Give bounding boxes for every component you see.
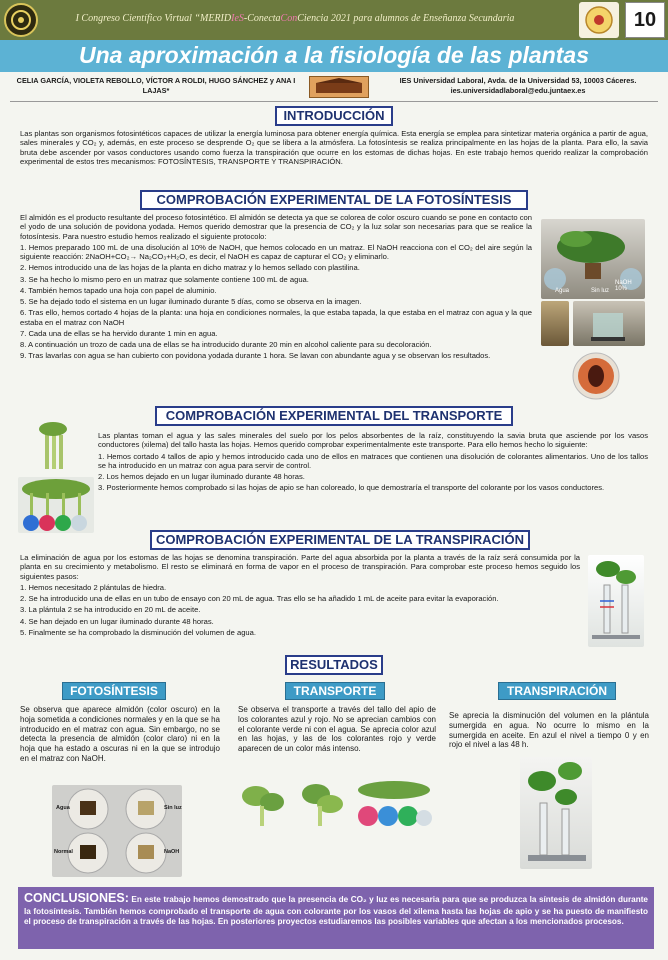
result-photosynthesis-heading: FOTOSÍNTESIS xyxy=(62,682,166,700)
institution xyxy=(374,76,662,96)
boiling-photo xyxy=(573,301,645,346)
photo-step: 1. Hemos preparado 100 mL de una disolución al 10% de NaOH, que hemos colocado en un matraz. El NaOH reacciona con el CO₂ del aire según la siguiente reacción: 2NaOH+CO₂→ Na₂CO₃+H₂O, es decir, el NaOH es capaz de capturar el CO₂ y eliminarlo. xyxy=(20,242,532,261)
results-heading: RESULTADOS xyxy=(285,655,383,675)
result-transport-text: Se observa el transporte a través del tallo del apio de los colorantes azul y rojo. No se aprecian cambios con el colorante verde ni con el agua. Se aprecia color azul en las hojas, y las de los colorantes rojo y verde aparecen de un color más intenso. xyxy=(238,705,436,753)
transport-step: 3. Posteriormente hemos comprobado si las hojas de apio se han coloreado, lo que demostraría el transporte del colorante por los vasos conductores. xyxy=(98,483,605,493)
result-transpiration-heading: TRANSPIRACIÓN xyxy=(498,682,616,700)
conclusions-content xyxy=(18,887,654,931)
celery-result-photo-2 xyxy=(296,780,348,828)
result-photosynthesis-text: Se observa que aparece almidón (color oscuro) en la hoja sometida a condiciones normales y en la que se ha introducido en el matraz con agua. Sin embargo, no se detecta la presencia de almidón (color claro) ni en la hoja que ha estado a oscuras ni en la que se introdujo en el matraz con NaOH. xyxy=(20,705,220,763)
photo-step: 5. Se ha dejado todo el sistema en un lugar iluminado durante 5 días, como se observa en la imagen. xyxy=(20,297,362,306)
dish-label-sin-luz: Sin luz xyxy=(164,805,182,811)
conclusions-box xyxy=(18,887,654,949)
transpiration-step: 2. Se ha introducido una de ellas en un tubo de ensayo con 20 mL de agua. Tras ello se ha añadido 1 mL de aceite para evitar la evaporación. xyxy=(20,594,499,603)
poster-number: 10 xyxy=(625,2,665,38)
school-logo xyxy=(309,76,369,98)
conclusions-label: CONCLUSIONES: xyxy=(24,891,129,905)
label-sin-luz: Sin luz xyxy=(591,288,610,294)
photo-step: 8. A continuación un trozo de cada una de ellas se ha introducido durante 20 min en alcohol caliente para su decoloración. xyxy=(20,340,432,349)
congress-title: I Congreso Científico Virtual “MERIDIeS-ConectaConCiencia 2021 para alumnos de Enseñanza Secundaria xyxy=(75,13,515,24)
photo-step: 6. Tras ello, hemos cortado 4 hojas de la planta: una hoja en condiciones normales, la que estaba tapada, la que estaba en el matraz con agua y la que estaba en el matraz con NaOH xyxy=(20,308,532,327)
transpiration-heading: COMPROBACIÓN EXPERIMENTAL DE LA TRANSPIRACIÓN xyxy=(150,530,530,550)
dish-label-agua: Agua xyxy=(56,805,70,811)
transport-step: 2. Los hemos dejado en un lugar iluminado durante 48 horas. xyxy=(98,472,305,481)
photo-step: 3. Se ha hecho lo mismo pero en un matraz que solamente contiene 100 mL de agua. xyxy=(20,274,309,284)
transpiration-step: 5. Finalmente se ha comprobado la disminución del volumen de agua. xyxy=(20,627,256,637)
conclusions-text: En este trabajo hemos demostrado que la presencia de CO₂ y luz es necesaria para que se produzca la síntesis de almidón durante la fotosíntesis. También hemos comprobado el transporte de agua con colorante por los vasos del xilema hasta las hojas de apio y se ha puesto de manifiesto el proceso de transpiración a través de las hojas. En posteriores proyectos estudiaremos las posibles variables que afectan a los mencionados procesos. xyxy=(24,895,648,927)
result-transpiration-text: Se aprecia la disminución del volumen en la plántula sumergida en agua. No ocurre lo mismo en la sumergida en aceite. En azul el nivel a tiempo 0 y en rojo el nivel a las 48 h. xyxy=(449,711,649,750)
congress-logo xyxy=(4,3,38,37)
transport-intro: Las plantas toman el agua y las sales minerales del suelo por los pelos absorbentes de la raíz, constituyendo la savia bruta que asciende por los vasos conductores (xilema) del tallo hasta las hojas. Hemos querido comprobar experimentalmente este transporte. Para ello hemos hecho lo siguiente: xyxy=(98,431,648,450)
institution-address: IES Universidad Laboral, Avda. de la Universidad 53, 10003 Cáceres. xyxy=(399,76,637,85)
transpiration-intro: La eliminación de agua por los estomas de las hojas se denomina transpiración. Parte del agua absorbida por la planta a través de la raíz será consumida por la planta en su crecimiento y metabolismo. El resto se eliminará en forma de vapor en el proceso de transpiración. Para comprobar este proceso hemos seguido los siguientes pasos: xyxy=(20,553,580,581)
authors: CELIA GARCÍA, VIOLETA REBOLLO, VÍCTOR A ROLDI, HUGO SÁNCHEZ y ANA I LAJAS* xyxy=(16,76,296,95)
transpiration-step: 3. La plántula 2 se ha introducido en 20 mL de aceite. xyxy=(20,605,201,615)
dish-label-naoh: NaOH xyxy=(164,849,180,855)
photosynthesis-intro: El almidón es el producto resultante del proceso fotosintético. El almidón se detecta ya que se colorea de color oscuro cuando se pone en contacto con el yodo de una solución de povidona yodada. Hemos querido demostrar que la presencia de CO₂ y la luz solar son necesarias para que se realice la fotosíntesis. Para nuestro estudio hemos realizado el siguiente protocolo: xyxy=(20,213,532,241)
result-transport-heading: TRANSPORTE xyxy=(285,682,385,700)
transpiration-text xyxy=(20,553,580,639)
petri-dishes-photo xyxy=(52,785,182,877)
transport-heading: COMPROBACIÓN EXPERIMENTAL DEL TRANSPORTE xyxy=(155,406,513,426)
label-agua: Agua xyxy=(555,288,570,294)
photo-step: 7. Cada una de ellas se ha hervido durante 1 min en agua. xyxy=(20,328,218,338)
celery-flasks-photo xyxy=(18,477,94,533)
celery-result-photo xyxy=(238,780,290,828)
intro-heading: INTRODUCCIÓN xyxy=(275,106,393,126)
celery-photo xyxy=(36,421,70,471)
transpiration-step: 4. Se han dejado en un lugar iluminado durante 48 horas. xyxy=(20,616,214,626)
school-crest xyxy=(579,2,619,38)
poster-title: Una aproximación a la fisiología de las plantas xyxy=(79,42,589,68)
photosynthesis-heading: COMPROBACIÓN EXPERIMENTAL DE LA FOTOSÍNTESIS xyxy=(140,190,528,210)
ivy-result-photo xyxy=(520,757,592,869)
transport-step: 1. Hemos cortado 4 tallos de apio y hemos introducido cada uno de ellos en matraces que contienen una disolución de colorantes alimentarios. Uno de los tallos se ha introducido en un matraz con agua para servir de control. xyxy=(98,451,648,470)
photo-step: 4. También hemos tapado una hoja con papel de aluminio. xyxy=(20,285,217,295)
intro-text: Las plantas son organismos fotosintéticos capaces de utilizar la energía luminosa para obtener energía química. Esta energía se emplea para sintetizar materia orgánica a partir de agua, sales minerales y CO₂ y, además, en este proceso se desprende O₂ que se libera a la atmósfera. La fotosíntesis se realiza principalmente en las hojas de la planta. Para ello, la savia bruta debe ascender por vasos conductores usando como fuerza la transpiración que ocurre en los estomas de dichas hojas. En este trabajo hemos querido realizar la comprobación experimental de estos tres mecanismos: FOTOSÍNTESIS, TRANSPORTE Y TRANSPIRACIÓN. xyxy=(20,129,648,166)
transpiration-step: 1. Hemos necesitado 2 plántulas de hiedra. xyxy=(20,582,167,592)
photo-step: 2. Hemos introducido una de las hojas de la planta en dicho matraz y lo hemos sellado con plastilina. xyxy=(20,263,360,273)
photo-step: 9. Tras lavarlas con agua se han cubierto con povidona yodada durante 1 hora. Se lavan con abundante agua y se observan los resultados. xyxy=(20,351,491,361)
iodine-dish-photo xyxy=(570,351,622,401)
dish-label-normal: Normal xyxy=(54,849,73,855)
celery-color-flasks-photo xyxy=(354,780,434,828)
label-naoh: NaOH 10% xyxy=(615,280,632,292)
ivy-tubes-photo xyxy=(588,555,644,647)
photosynthesis-text xyxy=(20,213,532,363)
photosynthesis-setup-photo xyxy=(541,219,645,299)
institution-email: ies.universidadlaboral@edu.juntaex.es xyxy=(450,85,586,95)
flask-photo xyxy=(541,301,569,346)
divider xyxy=(10,101,658,102)
transport-text xyxy=(98,431,648,495)
